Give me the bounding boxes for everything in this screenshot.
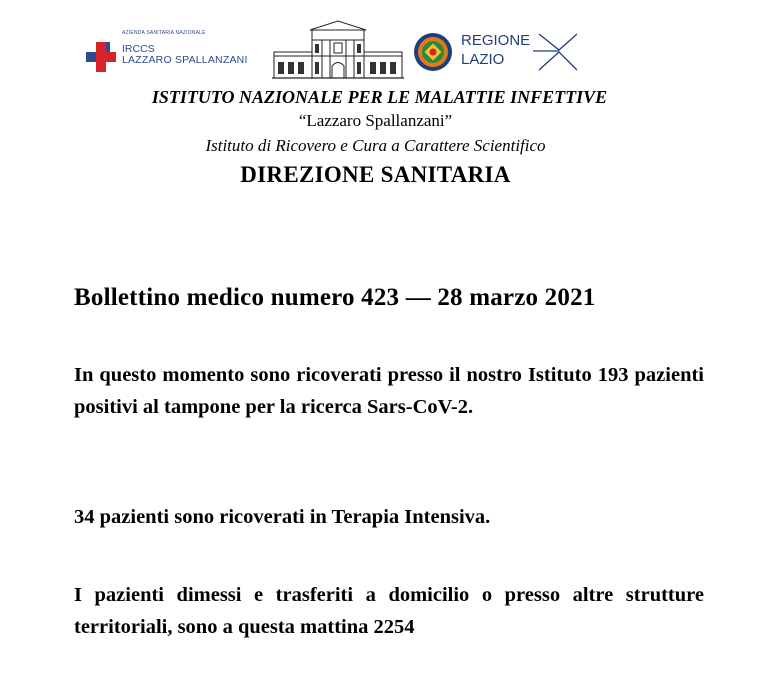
bulletin-title: Bollettino medico numero 423 — 28 marzo 2021 [74, 284, 596, 311]
regione-lazio-logo [413, 30, 579, 74]
bulletin-paragraph-icu: 34 pazienti sono ricoverati in Terapia Intensiva. [74, 506, 491, 528]
bulletin-paragraph-discharged: I pazienti dimessi e trasferiti a domicilio o presso altre strutture territoriali, sono a questa mattina 2254 [74, 584, 704, 638]
lazio-label: LAZIO [461, 51, 505, 68]
institute-name: ISTITUTO NAZIONALE PER LE MALATTIE INFETTIVE [151, 87, 608, 107]
header-logos [0, 0, 767, 88]
irccs-label: IRCCS [122, 43, 155, 55]
irccs-name: LAZZARO SPALLANZANI [122, 54, 248, 66]
department-title: DIREZIONE SANITARIA [240, 162, 511, 187]
bulletin-paragraph-hospitalized: In questo momento sono ricoverati presso il nostro Istituto 193 pazienti positivi al tampone per la ricerca Sars-CoV-2. [74, 364, 704, 418]
regione-label: REGIONE [461, 32, 531, 49]
irccs-small-caption: AZIENDA SANITARIA NAZIONALE [122, 30, 206, 36]
regione-lazio-wordmark [461, 30, 579, 74]
red-cross-icon [86, 42, 116, 72]
irccs-spallanzani-logo [86, 30, 258, 72]
regione-swoosh-icon [531, 30, 579, 74]
institute-type: Istituto di Ricovero e Cura a Carattere Scientifico [205, 136, 546, 155]
regione-lazio-emblem-icon [413, 32, 453, 72]
institute-subtitle: “Lazzaro Spallanzani” [298, 111, 453, 130]
spallanzani-building-icon [272, 20, 404, 82]
